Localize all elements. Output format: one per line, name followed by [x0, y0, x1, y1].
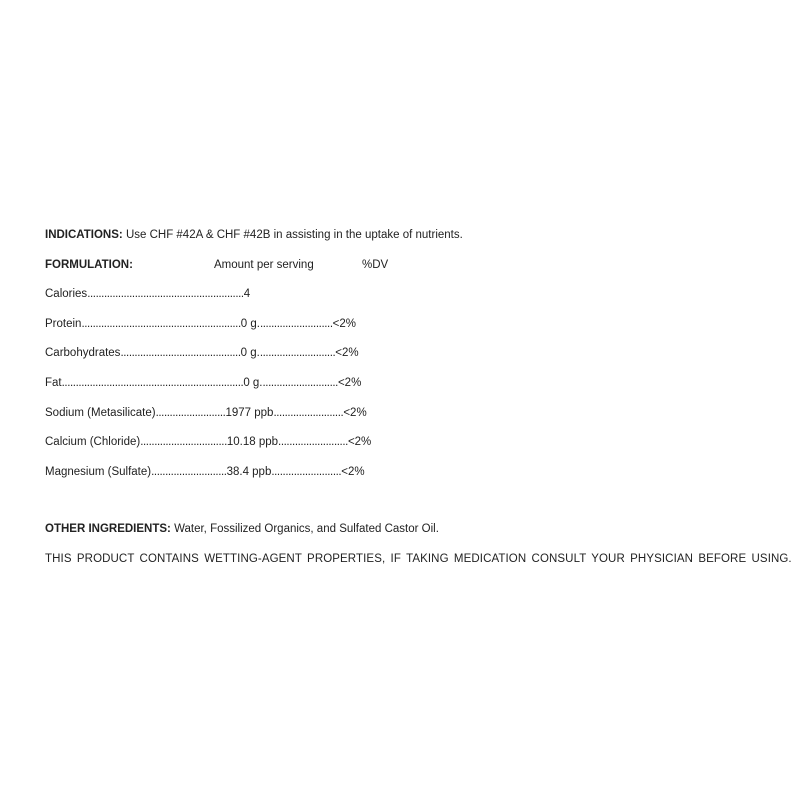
leader-dots: .........................	[278, 436, 348, 449]
nutrient-dv: <2%	[337, 376, 362, 389]
nutrient-amount: 0 g.	[243, 376, 263, 389]
nutrient-amount: 4	[243, 288, 251, 301]
nutrient-row	[45, 315, 765, 345]
leader-dots: .........................	[271, 465, 342, 478]
other-ingredients-line	[45, 520, 765, 550]
nutrient-name: Calories	[45, 288, 88, 301]
nutrient-name: Sodium (Metasilicate)	[45, 406, 156, 419]
nutrient-name: Fat	[45, 376, 62, 389]
leader-dots: ...........................................	[120, 347, 241, 360]
nutrient-row	[45, 463, 765, 493]
leader-dots: ..........................	[259, 317, 333, 330]
dv-header: %DV	[362, 258, 389, 271]
nutrient-dv: <2%	[341, 465, 365, 478]
formulation-label: FORMULATION:	[45, 258, 133, 271]
nutrient-row	[45, 404, 765, 434]
nutrient-amount: 1977 ppb	[225, 406, 274, 419]
leader-dots: ...........................	[259, 347, 336, 360]
other-ingredients-label: OTHER INGREDIENTS:	[45, 523, 171, 536]
nutrient-name: Carbohydrates	[45, 347, 121, 360]
amount-header: Amount per serving	[214, 258, 314, 271]
leader-dots: ...............................	[140, 436, 227, 449]
nutrient-dv: <2%	[347, 436, 372, 449]
nutrient-amount: 10.18 ppb	[226, 436, 279, 449]
formulation-header	[45, 256, 765, 286]
leader-dots: .................................................................	[61, 376, 244, 389]
supplement-label	[45, 226, 792, 580]
nutrient-row	[45, 285, 765, 315]
nutrient-dv: <2%	[343, 406, 367, 419]
nutrient-row	[45, 374, 765, 404]
leader-dots: .........................	[155, 406, 226, 419]
leader-dots: .........................	[273, 406, 344, 419]
leader-dots: ...........................	[262, 376, 338, 389]
nutrient-name: Magnesium (Sulfate)	[45, 465, 152, 478]
indications-line	[45, 226, 765, 256]
indications-text: Use CHF #42A & CHF #42B in assisting in the uptake of nutrients.	[125, 229, 463, 241]
leader-dots: ........................................................	[87, 288, 244, 301]
other-ingredients-text: Water, Fossilized Organics, and Sulfated Castor Oil.	[174, 523, 439, 536]
section-gap	[45, 492, 765, 520]
warning-text: THIS PRODUCT CONTAINS WETTING-AGENT PROPERTIES, IF TAKING MEDICATION CONSULT YOUR PHYSICIAN BEFORE USING.	[45, 552, 792, 565]
nutrient-dv: <2%	[335, 347, 359, 360]
nutrient-row	[45, 433, 765, 463]
leader-dots: ...........................	[151, 465, 227, 478]
nutrient-name: Calcium (Chloride)	[45, 436, 141, 449]
nutrient-amount: 0 g.	[240, 317, 260, 330]
nutrient-row	[45, 344, 765, 374]
indications-label: INDICATIONS:	[45, 229, 123, 241]
nutrient-dv: <2%	[332, 317, 356, 330]
leader-dots: .........................................................	[81, 317, 241, 330]
nutrient-amount: 0 g.	[240, 347, 260, 360]
nutrient-name: Protein	[45, 317, 82, 330]
nutrient-amount: 38.4 ppb	[226, 465, 272, 478]
